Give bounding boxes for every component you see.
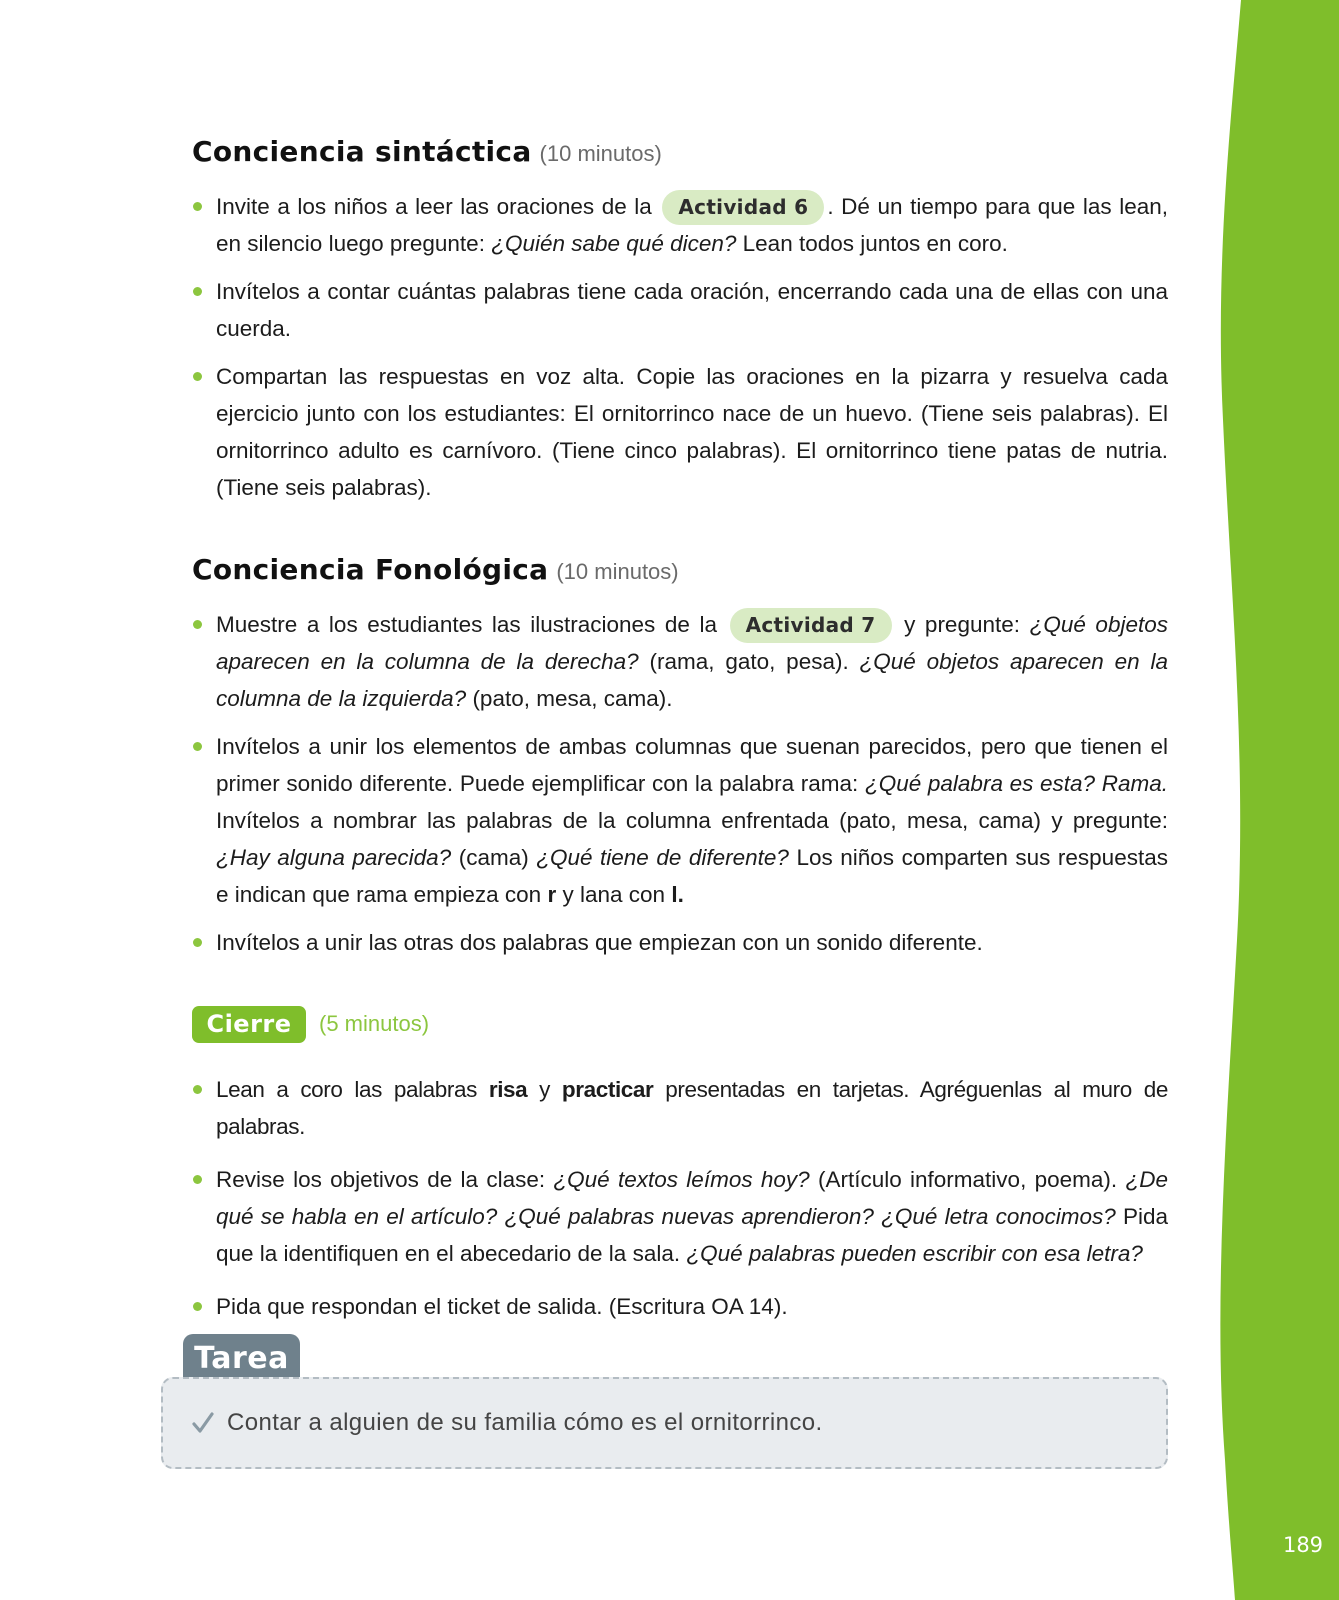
section-duration: (10 minutos) xyxy=(539,141,662,166)
bullet-dot-icon xyxy=(193,1302,202,1311)
section-title-sintactica: Conciencia sintáctica (10 minutos) xyxy=(192,135,662,168)
list-item: Invítelos a unir los elementos de ambas columnas que suenan parecidos, pero que tienen el primer sonido diferente. Puede ejemplificar con la palabra rama: ¿Qué palabra es esta? Rama. Invítelos a nombrar las palabras de la columna enfrentada (pato, mesa, cama) y pregunte: ¿Hay alguna parecida? (cama) ¿Qué tiene de diferente? Los niños comparten sus respuestas e indican que rama empieza con r y lana con l. xyxy=(192,728,1168,913)
cierre-list xyxy=(192,1071,1168,1325)
tarea-text: Contar a alguien de su familia cómo es el ornitorrinco. xyxy=(227,1409,823,1436)
list-item: Lean a coro las palabras risa y practicar presentadas en tarjetas. Agréguenlas al muro de palabras. xyxy=(192,1071,1168,1145)
list-item: Invítelos a contar cuántas palabras tiene cada oración, encerrando cada una de ellas con una cuerda. xyxy=(192,273,1168,347)
check-icon xyxy=(191,1411,215,1435)
activity-badge: Actividad 6 xyxy=(662,190,824,225)
list-item: Invite a los niños a leer las oraciones de la Actividad 6 . Dé un tiempo para que las lean, en silencio luego pregunte: ¿Quién sabe qué dicen? Lean todos juntos en coro. xyxy=(192,188,1168,262)
bullet-dot-icon xyxy=(193,202,202,211)
list-item: Compartan las respuestas en voz alta. Copie las oraciones en la pizarra y resuelva cada ejercicio junto con los estudiantes: El ornitorrinco nace de un huevo. (Tiene seis palabras). El ornitorrinco adulto es carnívoro. (Tiene cinco palabras). El ornitorrinco tiene patas de nutria. (Tiene seis palabras). xyxy=(192,358,1168,506)
sintactica-list xyxy=(192,188,1168,506)
list-item: Muestre a los estudiantes las ilustraciones de la Actividad 7 y pregunte: ¿Qué objetos aparecen en la columna de la derecha? (rama, gato, pesa). ¿Qué objetos aparecen en la columna de la izquierda? (pato, mesa, cama). xyxy=(192,606,1168,717)
side-green-band xyxy=(1209,0,1339,1600)
bullet-dot-icon xyxy=(193,1085,202,1094)
list-item: Revise los objetivos de la clase: ¿Qué textos leímos hoy? (Artículo informativo, poema). ¿De qué se habla en el artículo? ¿Qué palabras nuevas aprendieron? ¿Qué letra conocimos? Pida que la identifiquen en el abecedario de la sala. ¿Qué palabras pueden escribir con esa letra? xyxy=(192,1161,1168,1272)
bullet-dot-icon xyxy=(193,620,202,629)
bullet-dot-icon xyxy=(193,372,202,381)
activity-badge: Actividad 7 xyxy=(730,608,892,643)
section-title-fonologica: Conciencia Fonológica (10 minutos) xyxy=(192,553,679,586)
cierre-badge: Cierre xyxy=(192,1006,306,1043)
section-duration: (10 minutos) xyxy=(556,559,679,584)
bullet-dot-icon xyxy=(193,938,202,947)
fonologica-list xyxy=(192,606,1168,961)
bullet-dot-icon xyxy=(193,287,202,296)
tarea-box xyxy=(161,1377,1168,1469)
bullet-dot-icon xyxy=(193,1175,202,1184)
section-duration: (5 minutos) xyxy=(319,1011,430,1036)
list-item: Invítelos a unir las otras dos palabras que empiezan con un sonido diferente. xyxy=(192,924,1168,961)
bullet-dot-icon xyxy=(193,742,202,751)
cierre-header xyxy=(192,1005,1168,1043)
tarea-tab: Tarea xyxy=(183,1334,300,1382)
list-item: Pida que respondan el ticket de salida. (Escritura OA 14). xyxy=(192,1288,1168,1325)
page-content xyxy=(192,128,1168,1341)
tarea-item xyxy=(191,1379,823,1467)
page-number: 189 xyxy=(1282,1533,1324,1557)
